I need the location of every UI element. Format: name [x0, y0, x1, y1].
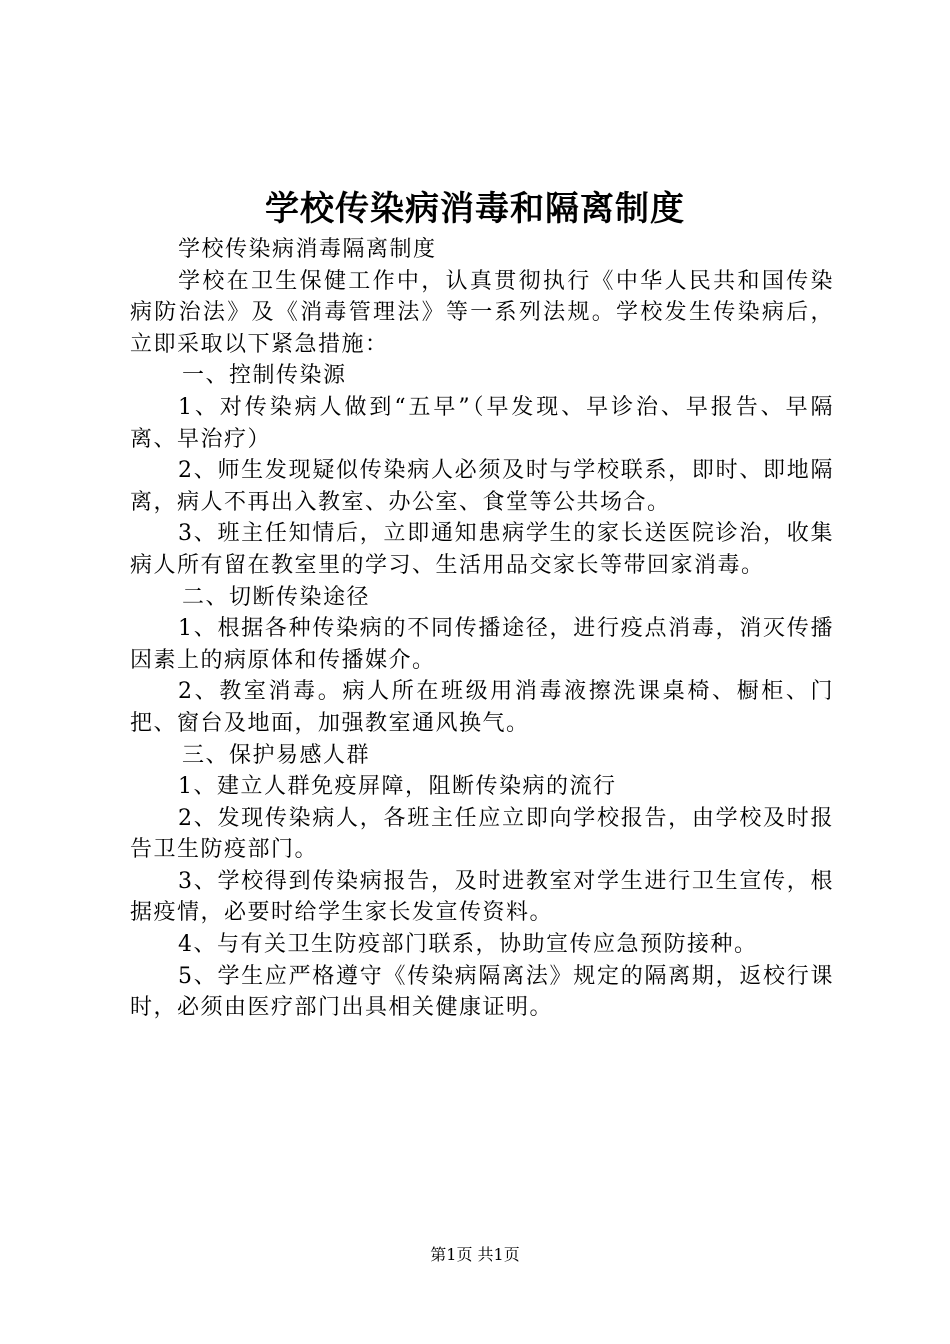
section-heading-1: 一、控制传染源 [182, 363, 347, 389]
page-footer: 第1页 共1页 [430, 1245, 520, 1264]
section-3-item-1: 1、建立人群免疫屏障，阻断传染病的流行 [178, 774, 617, 800]
section-heading-2: 二、切断传染途径 [182, 584, 371, 610]
section-3-item-3: 3、学校得到传染病报告，及时进教室对学生进行卫生宣传，根据疫情，必要时给学生家长发宣传资料。 [130, 868, 834, 926]
section-3-item-5: 5、学生应严格遵守《传染病隔离法》规定的隔离期，返校行课时，必须由医疗部门出具相关健康证明。 [130, 963, 834, 1021]
section-1-item-3: 3、班主任知情后，立即通知患病学生的家长送医院诊治，收集病人所有留在教室里的学习、生活用品交家长等带回家消毒。 [130, 521, 834, 578]
document-title: 学校传染病消毒和隔离制度 [265, 189, 685, 229]
section-heading-3: 三、保护易感人群 [182, 742, 371, 768]
section-3-item-4: 4、与有关卫生防疫部门联系，协助宣传应急预防接种。 [178, 932, 758, 958]
section-1-item-1: 1、对传染病人做到“五早”（早发现、早诊治、早报告、早隔离、早治疗） [130, 394, 834, 452]
section-2-item-1: 1、根据各种传染病的不同传播途径，进行疫点消毒，消灭传播因素上的病原体和传播媒介。 [130, 616, 834, 673]
subtitle-paragraph: 学校传染病消毒隔离制度 [178, 237, 437, 262]
section-2-item-2: 2、教室消毒。病人所在班级用消毒液擦洗课桌椅、橱柜、门把、窗台及地面，加强教室通风换气。 [130, 679, 834, 736]
document-body [130, 234, 834, 1024]
section-1-item-2: 2、师生发现疑似传染病人必须及时与学校联系，即时、即地隔离，病人不再出入教室、办公室、食堂等公共场合。 [130, 458, 834, 515]
intro-paragraph: 学校在卫生保健工作中，认真贯彻执行《中华人民共和国传染病防治法》及《消毒管理法》等一系列法规。学校发生传染病后，立即采取以下紧急措施： [130, 268, 834, 357]
section-3-item-2: 2、发现传染病人，各班主任应立即向学校报告，由学校及时报告卫生防疫部门。 [130, 805, 834, 863]
